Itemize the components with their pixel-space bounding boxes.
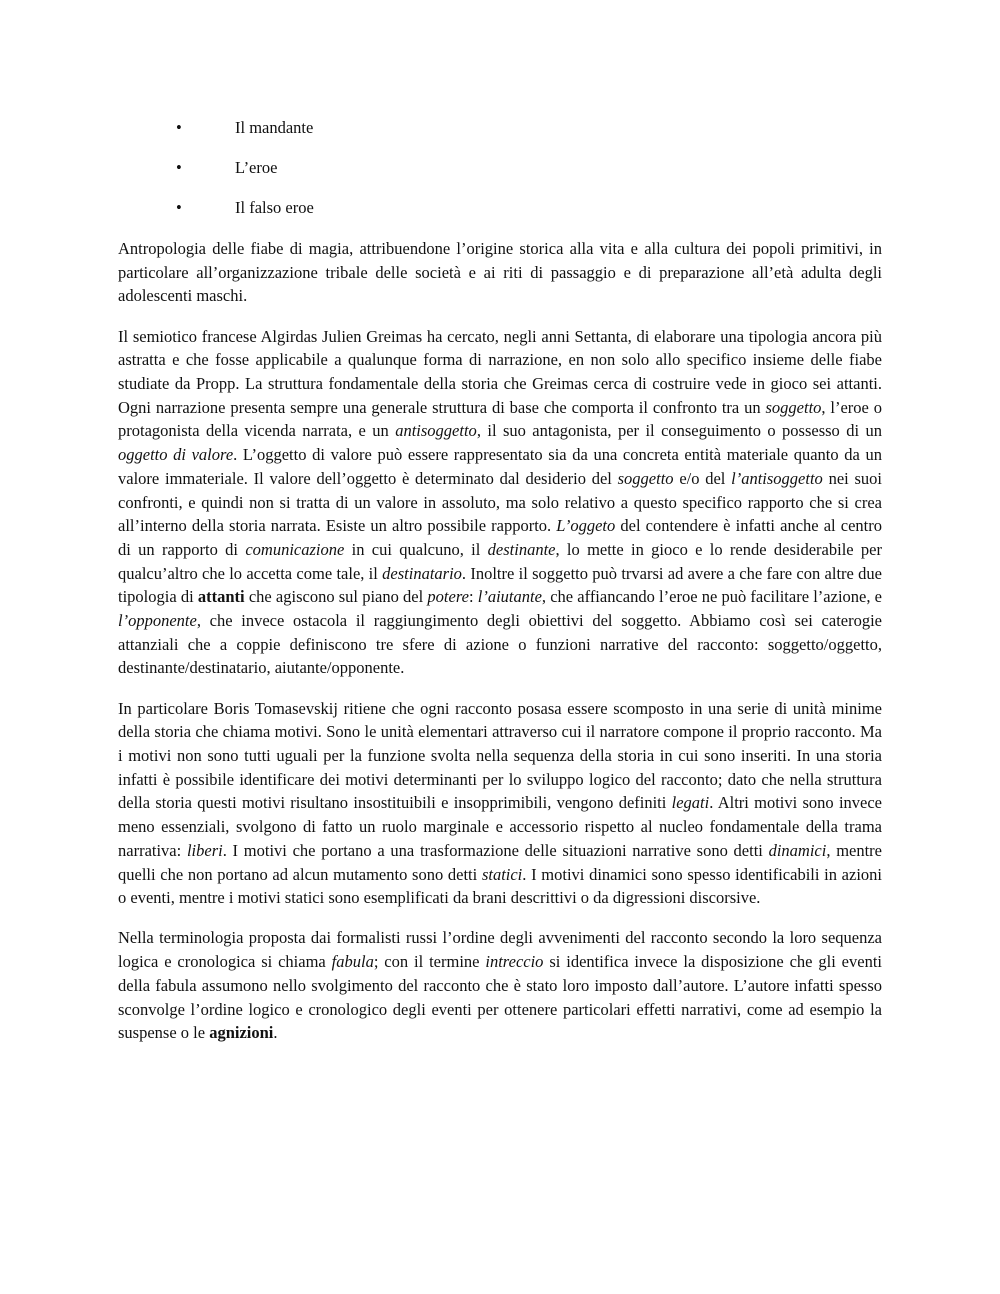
paragraph-text: Nella terminologia proposta dai formalisti russi l’ordine degli avvenimenti del racconto secondo la loro sequenza logica e cronologica si chiama <box>118 928 882 972</box>
italic-term: L’oggeto <box>556 516 616 536</box>
italic-term: soggetto <box>617 468 674 488</box>
document-body <box>118 237 882 1062</box>
italic-term: legati <box>671 793 710 813</box>
paragraph-text: e/o del <box>673 468 732 488</box>
italic-term: liberi <box>186 840 223 860</box>
paragraph-text: . I motivi che portano a una trasformazione delle situazioni narrative sono detti <box>222 840 769 860</box>
list-item-text: Il mandante <box>235 118 314 137</box>
paragraph-text: In particolare Boris Tomasevskij ritiene che ogni racconto posasa essere scomposto in una serie di unità minime della storia che chiama motivi. Sono le unità elementari attraverso cui il narratore compone il proprio racconto. Ma i motivi non sono tutti uguali per la funzione svolta nella sequenza della storia in cui sono inseriti. In una storia infatti è possibile identificare dei motivi determinanti per lo sviluppo logico del racconto; dato che nella struttura della storia questi motivi risultano insostituibili e insopprimibili, vengono definiti <box>118 698 882 813</box>
paragraph-text: Antropologia delle fiabe di magia, attribuendone l’origine storica alla vita e alla cultura dei popoli primitivi, in particolare all’organizzazione tribale delle società e ai riti di passaggio e di preparazione all’età adulta degli adolescenti maschi. <box>118 239 882 306</box>
paragraph-text: in cui qualcuno, il <box>344 539 488 559</box>
paragraph <box>118 697 882 910</box>
italic-term: comunicazione <box>245 539 345 559</box>
bullet-icon: • <box>176 118 182 137</box>
italic-term: dinamici <box>768 840 827 860</box>
italic-term: destinatario <box>382 563 462 583</box>
paragraph-text: nei suoi confronti, e quindi non si tratta di un valore in assoluto, ma solo relativo a questo specifico rapporto che si crea all’interno della storia narrata. Esiste un altro possibile rapporto. <box>118 468 882 536</box>
paragraph-text: del contendere è infatti anche al centro di un rapporto di <box>118 516 882 559</box>
italic-term: fabula <box>331 952 374 972</box>
italic-term: potere <box>427 587 469 607</box>
italic-term: l’antisoggetto <box>731 468 823 488</box>
paragraph-text: , mentre quelli che non portano ad alcun mutamento sono detti <box>118 840 883 884</box>
italic-term: intreccio <box>485 952 544 972</box>
paragraph-text: , che affiancando l’eroe ne può facilitare l’azione, e <box>541 587 883 607</box>
paragraph-text: . I motivi dinamici sono spesso identificabili in azioni o eventi, mentre i motivi statici sono esemplificati da brani descrittivi o da digressioni discorsive. <box>118 864 883 908</box>
bold-term: agnizioni <box>209 1023 274 1043</box>
paragraph-text: : <box>468 587 478 607</box>
paragraph-text: . Altri motivi sono invece meno essenziali, svolgono di fatto un ruolo marginale e accessorio rispetto al nucleo fondamentale della trama narrativa: <box>118 793 882 860</box>
paragraph <box>118 926 882 1045</box>
italic-term: destinante <box>487 539 556 559</box>
paragraph-text: , il suo antagonista, per il conseguimento o possesso di un <box>476 421 882 441</box>
bullet-icon: • <box>176 158 182 177</box>
italic-term: soggetto <box>765 397 822 417</box>
italic-term: statici <box>481 864 523 884</box>
list-item-text: L’eroe <box>235 158 278 177</box>
bold-term: attanti <box>197 587 245 607</box>
paragraph-text: si identifica invece la disposizione che gli eventi della fabula assumono nello svolgimento del racconto che è stato loro imposto dall’autore. L’autore infatti spesso sconvolge l’ordine logico e cronologico degli eventi per ottenere particolari effetti narrativi, come ad esempio la suspense o le <box>118 952 882 1043</box>
paragraph-text: che agiscono sul piano del <box>244 587 428 607</box>
italic-term: antisoggetto <box>395 421 477 441</box>
bullet-icon: • <box>176 198 182 217</box>
paragraph-text: , l’eroe o protagonista della vicenda narrata, e un <box>118 397 882 441</box>
italic-term: l’opponente <box>118 611 197 631</box>
paragraph-text: , che invece ostacola il raggiungimento degli obiettivi del soggetto. Abbiamo così sei caterogie attanziali che a coppie definiscono tre sfere di azione o funzioni narrative del racconto: soggetto/oggetto, destinante/destinatario, aiutante/opponente. <box>118 611 882 678</box>
paragraph-text: . L’oggetto di valore può essere rappresentato sia da una concreta entità materiale quanto da un valore immateriale. Il valore dell’oggetto è determinato dal desiderio del <box>118 445 882 488</box>
paragraph-text: Il semiotico francese Algirdas Julien Greimas ha cercato, negli anni Settanta, di elaborare una tipologia ancora più astratta e che fosse applicabile a qualunque forma di narrazione, en non solo allo specifico insieme delle fiabe studiate da Propp. La struttura fondamentale della storia che Greimas cerca di costruire vede in gioco sei attanti. Ogni narrazione presenta sempre una generale struttura di base che comporta il confronto tra un <box>118 326 882 417</box>
paragraph-text: ; con il termine <box>373 952 486 972</box>
paragraph <box>118 237 882 308</box>
italic-term: oggetto di valore <box>118 445 234 465</box>
paragraph-text: . <box>273 1023 278 1043</box>
paragraph-text: , lo mette in gioco e lo rende desiderabile per qualcu’altro che lo accetta come tale, il <box>118 539 882 583</box>
paragraph <box>118 325 882 681</box>
italic-term: l’aiutante <box>477 587 542 607</box>
list-item-text: Il falso eroe <box>235 198 314 217</box>
paragraph-text: . Inoltre il soggetto può trvarsi ad avere a che fare con altre due tipologia di <box>118 563 882 607</box>
